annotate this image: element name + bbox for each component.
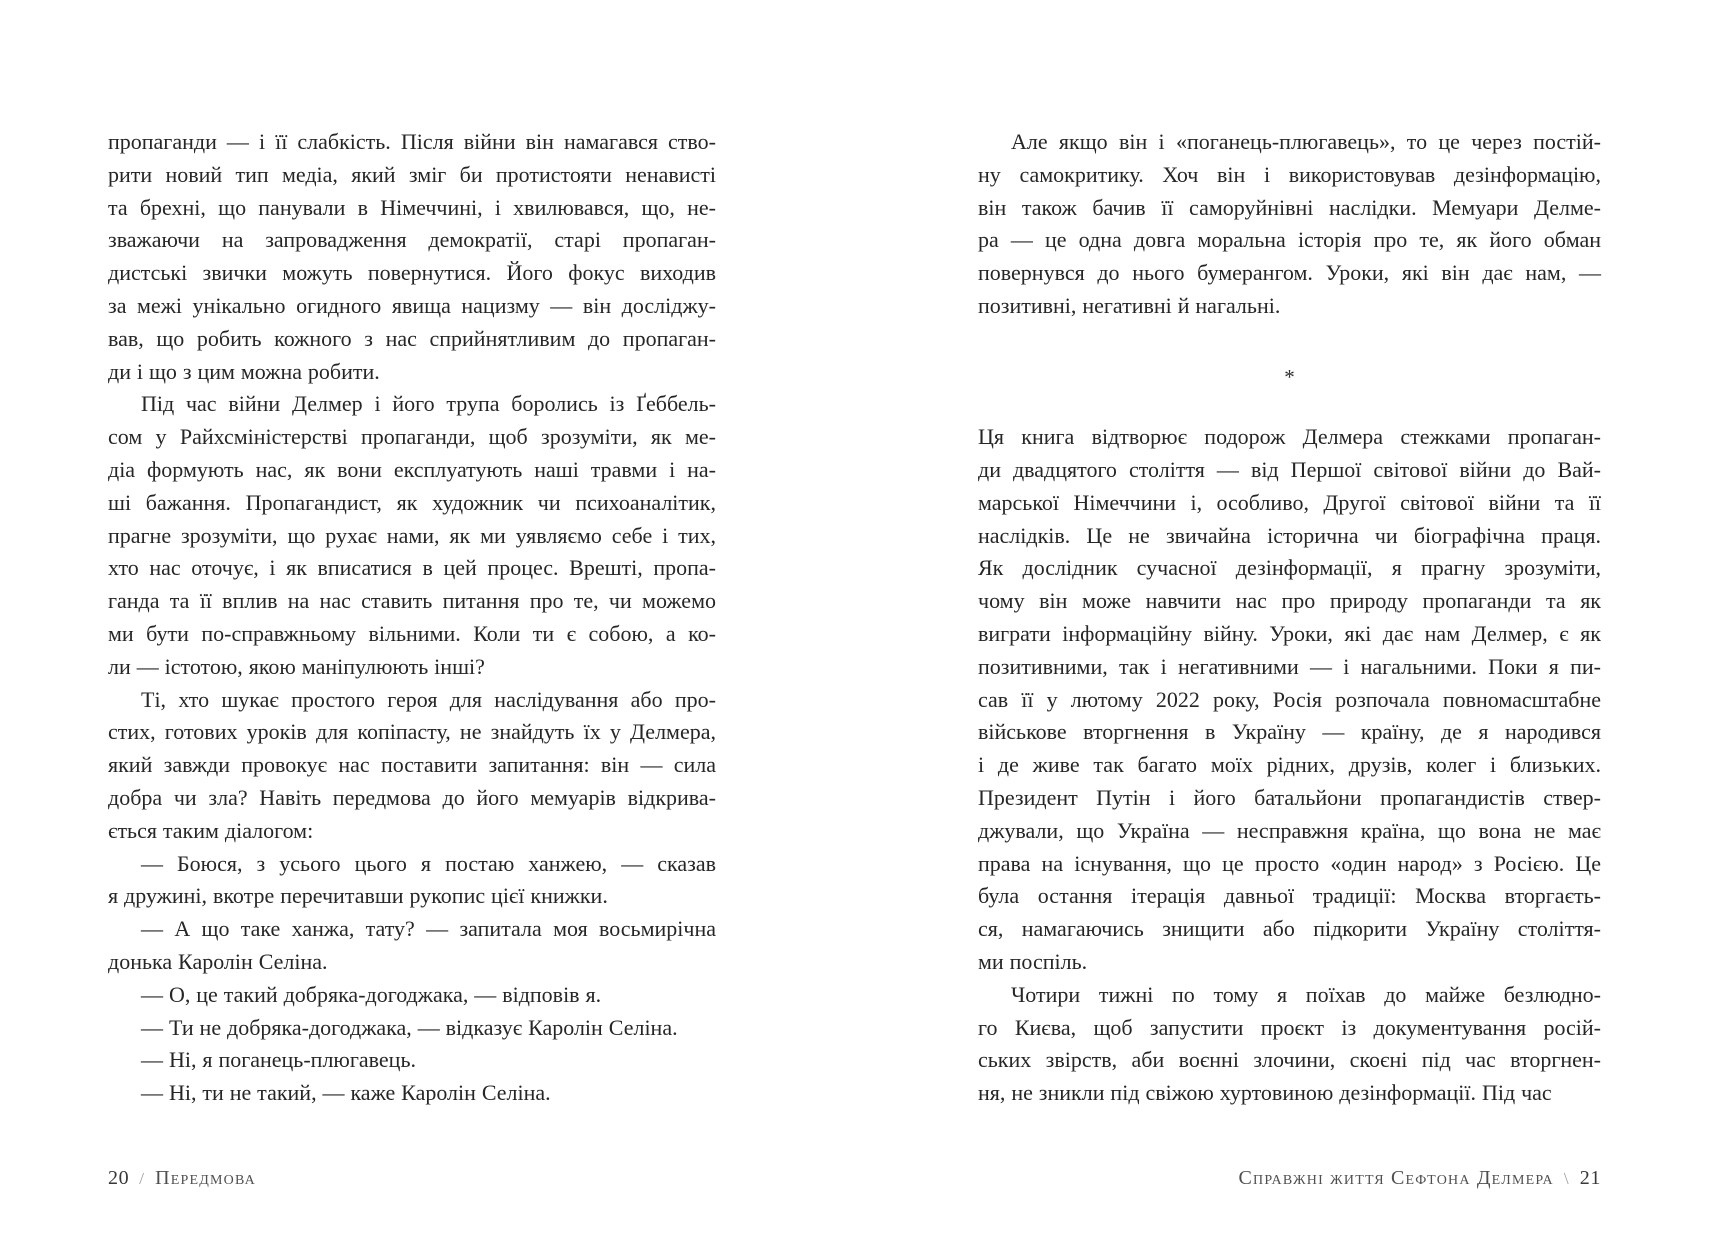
- text-line: — Ні, я поганець-плюгавець.: [141, 1047, 416, 1073]
- text-line: ми бути по-справжньому вільними. Коли ти є собою, а ко-: [108, 620, 716, 646]
- paragraph: [108, 684, 716, 848]
- text-line: ганда та її вплив на нас ставить питання про те, чи можемо: [108, 588, 716, 614]
- paragraph: [108, 1012, 716, 1045]
- page-number-right: 21: [1579, 1167, 1601, 1189]
- text-line: за межі унікально огидного явища нацизму — він досліджу-: [108, 292, 716, 318]
- text-line: марської Німеччини і, особливо, Другої світової війни та її: [978, 489, 1601, 515]
- text-line: Ті, хто шукає простого героя для наслідування або про-: [141, 686, 716, 712]
- paragraph: [978, 979, 1601, 1110]
- text-line: ну самокритику. Хоч він і використовував дезінформацію,: [978, 161, 1601, 187]
- section-separator: [978, 323, 1601, 421]
- text-line: ся, намагаючись знищити або підкорити Україну століття-: [978, 916, 1601, 942]
- text-line: Під час війни Делмер і його трупа боролись із Ґеббель-: [141, 391, 716, 417]
- text-line: — Боюся, з усього цього я постаю ханжею, — сказав: [141, 850, 716, 876]
- page-footer-right: [978, 1167, 1601, 1190]
- text-line: ли — істотою, якою маніпулюють інші?: [108, 653, 485, 679]
- text-line: дистські звички можуть повернутися. Його фокус виходив: [108, 260, 716, 286]
- text-line: виграти інформаційну війну. Уроки, які дає нам Делмер, є як: [978, 620, 1601, 646]
- left-page-text-column: [108, 126, 716, 1110]
- paragraph: [108, 848, 716, 914]
- text-line: джували, що Україна — несправжня країна, що вона не має: [978, 817, 1601, 843]
- text-line: права на існування, що це просто «один народ» з Росією. Це: [978, 850, 1601, 876]
- text-line: військове вторгнення в Україну — країну, де я народився: [978, 719, 1601, 745]
- text-line: сав її у лютому 2022 року, Росія розпочала повномасштабне: [978, 686, 1601, 712]
- text-line: наслідків. Це не звичайна історична чи біографічна праця.: [978, 522, 1601, 548]
- text-line: діа формують нас, як вони експлуатують наші травми і на-: [108, 456, 716, 482]
- text-line: пропаганди — і її слабкість. Після війни він намагався ство-: [108, 129, 716, 154]
- text-line: прагне зрозуміти, що рухає нами, як ми уявляємо себе і тих,: [108, 522, 716, 548]
- text-line: го Києва, щоб запустити проєкт із документування росій-: [978, 1014, 1601, 1040]
- text-line: повернувся до нього бумерангом. Уроки, які він дає нам, —: [978, 260, 1601, 286]
- text-line: — О, це такий добряка-догоджака, — відповів я.: [141, 981, 602, 1007]
- text-line: ші бажання. Пропагандист, як художник чи психоаналітик,: [108, 489, 716, 515]
- text-line: і де живе так багато моїх рідних, друзів, колег і близьких.: [978, 752, 1601, 778]
- text-line: — А що таке ханжа, тату? — запитала моя восьмирічна: [141, 916, 716, 942]
- text-line: — Ти не добряка-догоджака, — відказує Каролін Селіна.: [141, 1014, 678, 1040]
- text-line: позитивні, негативні й нагальні.: [978, 292, 1281, 318]
- text-line: була остання ітерація давньої традиції: Москва вторгаєть-: [978, 883, 1601, 909]
- text-line: рити новий тип медіа, який зміг би протистояти ненависті: [108, 161, 716, 187]
- text-line: ня, не зникли під свіжою хуртовиною дезінформації. Під час: [978, 1080, 1552, 1106]
- paragraph: [108, 126, 716, 388]
- text-line: ди і що з цим можна робити.: [108, 358, 380, 384]
- footer-separator-left: /: [139, 1169, 146, 1188]
- text-line: вав, що робить кожного з нас сприйнятливим до пропаган-: [108, 325, 716, 351]
- text-line: хто нас оточує, і як вписатися в цей процес. Врешті, пропа-: [108, 555, 716, 581]
- page-footer-left: [108, 1167, 716, 1190]
- paragraph: [108, 1077, 716, 1110]
- paragraph: [978, 421, 1601, 979]
- running-head-left: Передмова: [155, 1167, 256, 1189]
- text-line: — Ні, ти не такий, — каже Каролін Селіна.: [141, 1080, 551, 1106]
- text-line: він також бачив її саморуйнівні наслідки. Мемуари Делме-: [978, 194, 1601, 220]
- text-line: стих, готових уроків для копіпасту, не знайдуть їх у Делмера,: [108, 719, 716, 745]
- asterisk-glyph: *: [1284, 364, 1295, 389]
- text-line: чому він може навчити нас про природу пропаганди та як: [978, 588, 1601, 614]
- text-line: я дружині, вкотре перечитавши рукопис цієї книжки.: [108, 883, 608, 909]
- text-line: Президент Путін і його батальйони пропагандистів ствер-: [978, 784, 1601, 810]
- text-line: ми поспіль.: [978, 948, 1088, 974]
- text-line: Чотири тижні по тому я поїхав до майже безлюдно-: [1011, 981, 1601, 1007]
- footer-separator-right: \: [1563, 1169, 1570, 1188]
- paragraph: [108, 979, 716, 1012]
- text-line: донька Каролін Селіна.: [108, 948, 328, 974]
- running-head-right: Справжні життя Сефтона Делмера: [1238, 1167, 1554, 1189]
- right-page-text-column: [978, 126, 1601, 1110]
- text-line: та брехні, що панували в Німеччині, і хвилювався, що, не-: [108, 194, 716, 220]
- text-line: ди двадцятого століття — від Першої світової війни до Вай-: [978, 456, 1601, 482]
- text-line: позитивними, так і негативними — і нагальними. Поки я пи-: [978, 653, 1601, 679]
- text-line: зважаючи на запровадження демократії, старі пропаган-: [108, 227, 716, 253]
- text-line: ється таким діалогом:: [108, 817, 314, 843]
- text-line: ра — це одна довга моральна історія про те, як його обман: [978, 227, 1601, 253]
- text-line: Але якщо він і «поганець-плюгавець», то це через постій-: [1011, 129, 1601, 154]
- paragraph: [108, 1044, 716, 1077]
- paragraph: [108, 913, 716, 979]
- text-line: ських звірств, аби воєнні злочини, скоєні під час вторгнен-: [978, 1047, 1601, 1073]
- text-line: сом у Райхсміністерстві пропаганди, щоб зрозуміти, як ме-: [108, 424, 716, 450]
- paragraph: [978, 126, 1601, 323]
- paragraph: [108, 388, 716, 683]
- text-line: добра чи зла? Навіть передмова до його мемуарів відкрива-: [108, 784, 716, 810]
- text-line: Як дослідник сучасної дезінформації, я прагну зрозуміти,: [978, 555, 1601, 581]
- text-line: який завжди провокує нас поставити запитання: він — сила: [108, 752, 716, 778]
- text-line: Ця книга відтворює подорож Делмера стежками пропаган-: [978, 424, 1601, 450]
- page-number-left: 20: [108, 1167, 130, 1189]
